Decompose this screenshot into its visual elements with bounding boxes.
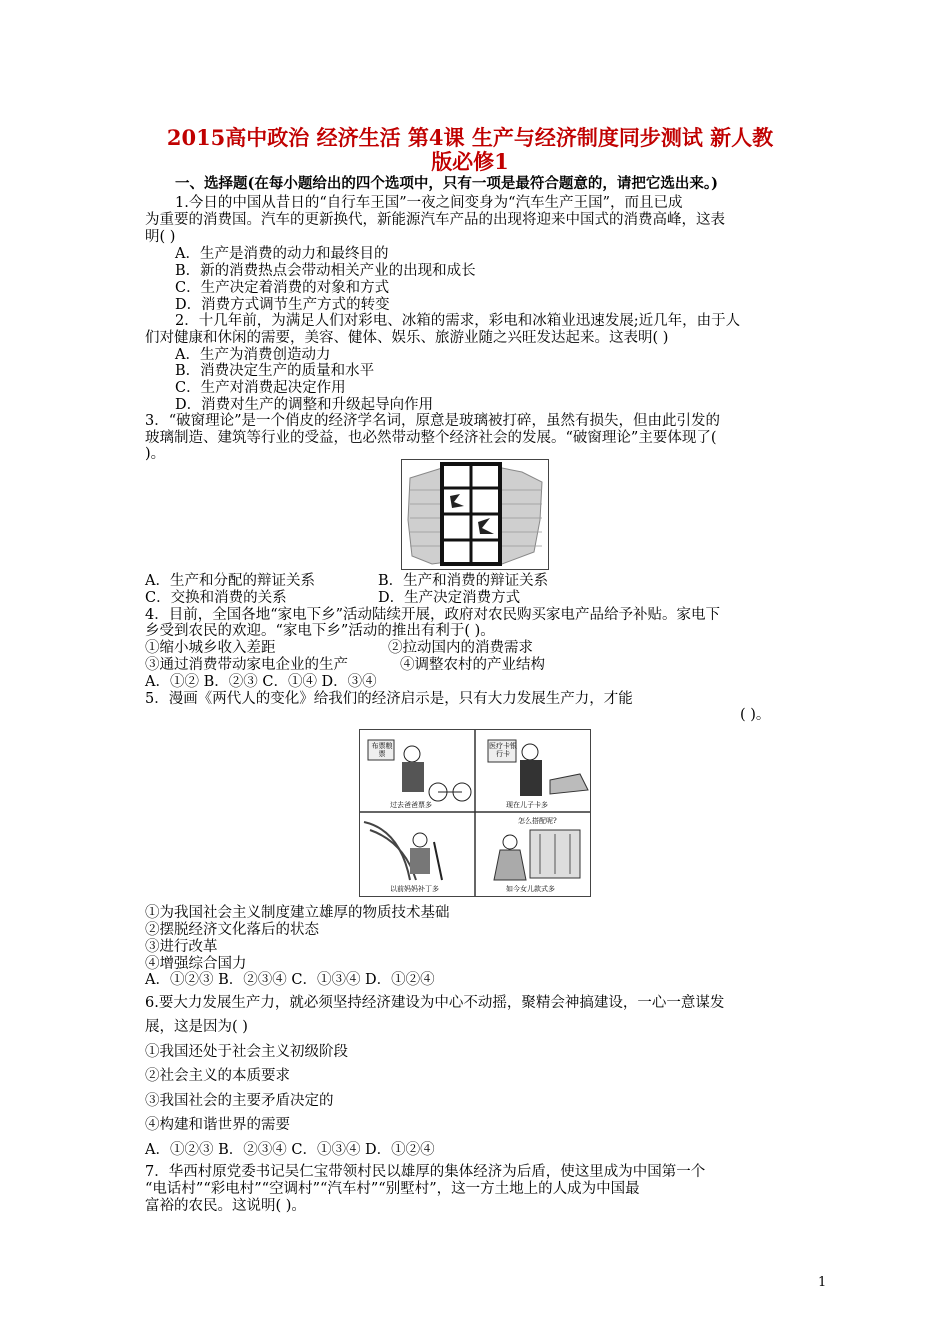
q3-line-1: 3．“破窗理论”是一个俏皮的经济学名词，原意是玻璃被打碎，虽然有损失，但由此引发的 bbox=[145, 413, 721, 429]
q1-line-1: 1.今日的中国从昔日的“自行车王国”一夜之间变身为“汽车生产王国”，而且已成 bbox=[175, 195, 683, 211]
q5-bracket: ( )。 bbox=[740, 707, 771, 723]
q4-item-2: ②拉动国内的消费需求 bbox=[388, 640, 533, 656]
cartoon-caption-2: 现在儿子卡多 bbox=[506, 801, 548, 809]
q2-line-1: 2．十几年前，为满足人们对彩电、冰箱的需求，彩电和冰箱业迅速发展;近几年，由于人 bbox=[175, 313, 741, 329]
q1-line-2: 为重要的消费国。汽车的更新换代，新能源汽车产品的出现将迎来中国式的消费高峰，这表 bbox=[145, 212, 725, 228]
q1-option-b: B．新的消费热点会带动相关产业的出现和成长 bbox=[175, 263, 476, 279]
q4-item-3: ③通过消费带动家电企业的生产 bbox=[145, 657, 348, 673]
cartoon-sign-3: 怎么搭配呢? bbox=[518, 817, 557, 825]
q2-line-2: 们对健康和休闲的需要，美容、健体、娱乐、旅游业随之兴旺发达起来。这表明( ) bbox=[145, 330, 669, 346]
q2-option-c: C．生产对消费起决定作用 bbox=[175, 380, 346, 396]
q4-answers: A．①② B．②③ C．①④ D．③④ bbox=[145, 674, 377, 690]
broken-window-image bbox=[402, 460, 548, 569]
cartoon-sign-1: 布票粮票 bbox=[371, 742, 393, 758]
section-heading: 一、选择题(在每小题给出的四个选项中，只有一项是最符合题意的，请把它选出来。) bbox=[175, 175, 718, 192]
document-title bbox=[120, 126, 820, 174]
q3-option-c: C．交换和消费的关系 bbox=[145, 590, 287, 606]
q6-item-1: ①我国还处于社会主义初级阶段 bbox=[145, 1044, 348, 1060]
q7-line-3: 富裕的农民。这说明( )。 bbox=[145, 1198, 306, 1214]
title-line-2: 版必修1 bbox=[431, 149, 509, 174]
q1-option-d: D．消费方式调节生产方式的转变 bbox=[175, 297, 390, 313]
cartoon-caption-1: 过去爸爸票多 bbox=[390, 801, 432, 809]
q5-answers: A．①②③ B．②③④ C．①③④ D．①②④ bbox=[145, 972, 435, 988]
q4-item-4: ④调整农村的产业结构 bbox=[400, 657, 545, 673]
q6-answers: A．①②③ B．②③④ C．①③④ D．①②④ bbox=[145, 1142, 435, 1158]
broken-window-illustration bbox=[401, 459, 549, 570]
q5-item-2: ②摆脱经济文化落后的状态 bbox=[145, 922, 319, 938]
q3-line-3: )。 bbox=[145, 446, 166, 462]
q7-line-2: “电话村”“彩电村”“空调村”“汽车村”“别墅村”，这一方土地上的人成为中国最 bbox=[145, 1181, 640, 1197]
q5-item-1: ①为我国社会主义制度建立雄厚的物质技术基础 bbox=[145, 905, 450, 921]
q1-line-3: 明( ) bbox=[145, 229, 176, 245]
q3-line-2: 玻璃制造、建筑等行业的受益，也必然带动整个经济社会的发展。“破窗理论”主要体现了( bbox=[145, 430, 717, 446]
q2-option-a: A．生产为消费创造动力 bbox=[175, 347, 331, 363]
q6-item-2: ②社会主义的本质要求 bbox=[145, 1068, 290, 1084]
q2-option-b: B．消费决定生产的质量和水平 bbox=[175, 363, 375, 379]
title-line-1: 2015高中政治 经济生活 第4课 生产与经济制度同步测试 新人教 bbox=[166, 125, 774, 150]
q5-line: 5．漫画《两代人的变化》给我们的经济启示是，只有大力发展生产力，才能 bbox=[145, 691, 633, 707]
q1-option-a: A．生产是消费的动力和最终目的 bbox=[175, 246, 389, 262]
cartoon-caption-4: 如今女儿款式多 bbox=[506, 885, 555, 893]
q7-line-1: 7．华西村原党委书记吴仁宝带领村民以雄厚的集体经济为后盾，使这里成为中国第一个 bbox=[145, 1164, 706, 1180]
q3-option-b: B．生产和消费的辩证关系 bbox=[378, 573, 549, 589]
cartoon-sign-2: 医疗卡银行卡 bbox=[489, 742, 517, 758]
q1-option-c: C．生产决定着消费的对象和方式 bbox=[175, 280, 390, 296]
q3-option-a: A．生产和分配的辩证关系 bbox=[145, 573, 315, 589]
q6-item-3: ③我国社会的主要矛盾决定的 bbox=[145, 1093, 334, 1109]
q5-item-4: ④增强综合国力 bbox=[145, 956, 247, 972]
q4-item-1: ①缩小城乡收入差距 bbox=[145, 640, 276, 656]
two-generations-cartoon bbox=[359, 729, 591, 897]
q4-line-1: 4．目前，全国各地“家电下乡”活动陆续开展，政府对农民购买家电产品给予补贴。家电下 bbox=[145, 607, 721, 623]
cartoon-caption-3: 以前妈妈补丁多 bbox=[390, 885, 439, 893]
q6-line-2: 展，这是因为( ) bbox=[145, 1019, 248, 1035]
q4-line-2: 乡受到农民的欢迎。“家电下乡”活动的推出有利于( )。 bbox=[145, 623, 495, 639]
q6-item-4: ④构建和谐世界的需要 bbox=[145, 1117, 290, 1133]
q2-option-d: D．消费对生产的调整和升级起导向作用 bbox=[175, 397, 434, 413]
q3-option-d: D．生产决定消费方式 bbox=[378, 590, 521, 606]
q6-line-1: 6.要大力发展生产力，就必须坚持经济建设为中心不动摇，聚精会神搞建设，一心一意谋发 bbox=[145, 995, 725, 1011]
page-number: 1 bbox=[818, 1275, 827, 1290]
q5-item-3: ③进行改革 bbox=[145, 939, 218, 955]
